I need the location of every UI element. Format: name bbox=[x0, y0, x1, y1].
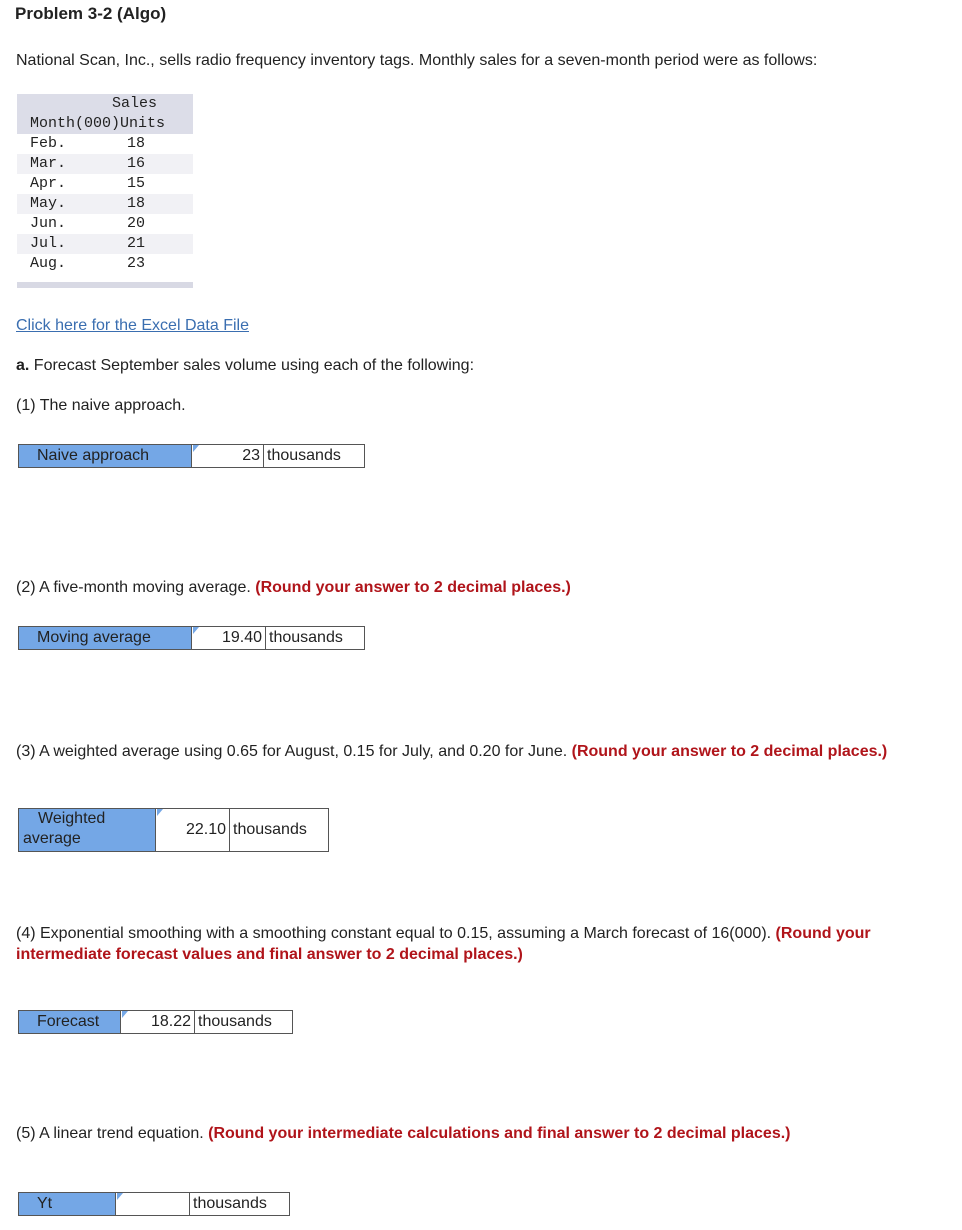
input-marker-icon bbox=[157, 809, 163, 816]
q5-text bbox=[16, 1125, 791, 1143]
weighted-average-label bbox=[19, 809, 156, 851]
month-cell: Apr. bbox=[30, 175, 67, 192]
q4-body: (4) Exponential smoothing with a smoothing constant equal to 0.15, assuming a March forecast of 16(000). bbox=[16, 925, 776, 942]
weighted-average-row bbox=[18, 808, 329, 852]
moving-average-input[interactable] bbox=[192, 627, 266, 649]
naive-approach-input[interactable] bbox=[192, 445, 264, 467]
month-cell: May. bbox=[30, 195, 67, 212]
units-cell: 20 bbox=[127, 215, 146, 232]
weighted-average-value: 22.10 bbox=[185, 821, 226, 838]
input-marker-icon bbox=[193, 445, 199, 452]
part-a-prefix: a. bbox=[16, 357, 30, 374]
sales-table-header bbox=[17, 94, 193, 134]
month-cell: Aug. bbox=[30, 255, 67, 272]
table-row bbox=[17, 134, 193, 154]
naive-approach-value: 23 bbox=[242, 447, 260, 464]
unit-label: thousands bbox=[193, 1195, 267, 1212]
units-cell: 16 bbox=[127, 155, 146, 172]
sales-header-line1: Sales bbox=[112, 95, 158, 112]
units-cell: 21 bbox=[127, 235, 146, 252]
q2-text bbox=[16, 579, 571, 597]
trend-label: Yt bbox=[19, 1193, 116, 1215]
units-cell: 15 bbox=[127, 175, 146, 192]
moving-average-row bbox=[18, 626, 365, 650]
unit-label: thousands bbox=[267, 447, 341, 464]
units-cell: 18 bbox=[127, 195, 146, 212]
forecast-label: Forecast bbox=[19, 1011, 121, 1033]
table-row bbox=[17, 174, 193, 194]
table-footer-bar bbox=[17, 282, 193, 288]
month-cell: Mar. bbox=[30, 155, 67, 172]
part-a-body: Forecast September sales volume using each of the following: bbox=[29, 357, 475, 374]
sales-table bbox=[17, 94, 193, 274]
forecast-row bbox=[18, 1010, 293, 1034]
moving-average-label: Moving average bbox=[19, 627, 192, 649]
unit-label: thousands bbox=[233, 821, 307, 838]
input-marker-icon bbox=[122, 1011, 128, 1018]
table-row bbox=[17, 214, 193, 234]
q3-text bbox=[16, 741, 926, 762]
weighted-average-label-line2: average bbox=[23, 830, 81, 847]
naive-approach-label: Naive approach bbox=[19, 445, 192, 467]
weighted-average-input[interactable] bbox=[156, 809, 230, 851]
month-cell: Jun. bbox=[30, 215, 67, 232]
units-cell: 23 bbox=[127, 255, 146, 272]
trend-row bbox=[18, 1192, 290, 1216]
unit-label: thousands bbox=[198, 1013, 272, 1030]
trend-input[interactable] bbox=[116, 1193, 190, 1215]
q5-body: (5) A linear trend equation. bbox=[16, 1125, 209, 1142]
input-marker-icon bbox=[117, 1193, 123, 1200]
intro-text: National Scan, Inc., sells radio frequency inventory tags. Monthly sales for a seven-month period were as follows: bbox=[16, 52, 818, 69]
q4-note: (Round your intermediate forecast values and final answer to 2 decimal places.) bbox=[16, 925, 871, 963]
units-cell: 18 bbox=[127, 135, 146, 152]
naive-approach-row bbox=[18, 444, 365, 468]
input-marker-icon bbox=[193, 627, 199, 634]
month-cell: Jul. bbox=[30, 235, 67, 252]
excel-data-link[interactable]: Click here for the Excel Data File bbox=[16, 317, 249, 334]
q2-body: (2) A five-month moving average. bbox=[16, 579, 256, 596]
table-row bbox=[17, 194, 193, 214]
q3-body: (3) A weighted average using 0.65 for August, 0.15 for July, and 0.20 for June. bbox=[16, 743, 572, 760]
table-row bbox=[17, 254, 193, 274]
moving-average-value: 19.40 bbox=[221, 629, 262, 646]
q2-note: (Round your answer to 2 decimal places.) bbox=[255, 579, 571, 596]
unit-label: thousands bbox=[269, 629, 343, 646]
forecast-value: 18.22 bbox=[150, 1013, 191, 1030]
q3-note: (Round your answer to 2 decimal places.) bbox=[571, 743, 888, 760]
month-cell: Feb. bbox=[30, 135, 67, 152]
q1-text: (1) The naive approach. bbox=[16, 397, 186, 414]
table-row bbox=[17, 154, 193, 174]
q4-text bbox=[16, 923, 951, 965]
q5-note: (Round your intermediate calculations and final answer to 2 decimal places.) bbox=[208, 1125, 791, 1142]
table-row bbox=[17, 234, 193, 254]
sales-header-line2: Month(000)Units bbox=[30, 115, 166, 132]
weighted-average-label-line1: Weighted bbox=[38, 810, 106, 827]
problem-title: Problem 3-2 (Algo) bbox=[15, 4, 167, 23]
part-a-text bbox=[16, 357, 474, 375]
forecast-input[interactable] bbox=[121, 1011, 195, 1033]
